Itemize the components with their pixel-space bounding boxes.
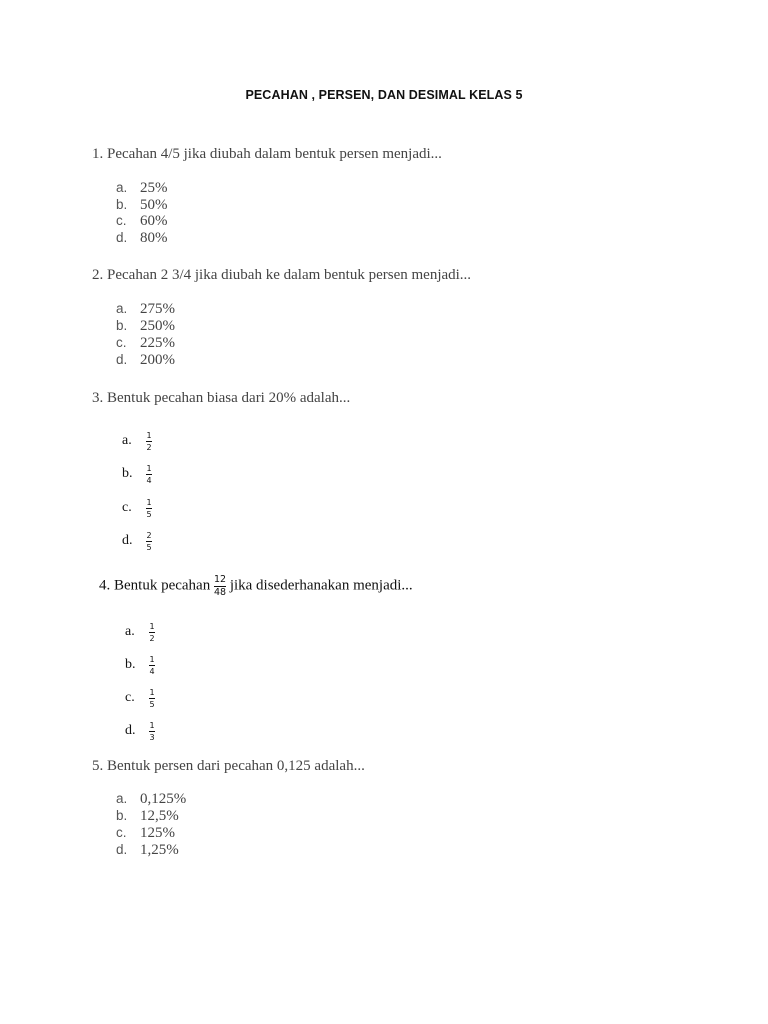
option-value: 225% [140, 335, 175, 351]
fraction-denominator: 3 [149, 732, 155, 742]
fraction-denominator: 48 [213, 586, 227, 598]
option-letter: b. [116, 808, 128, 823]
option-value: 1,25% [140, 842, 179, 858]
option-fraction [146, 498, 152, 519]
fraction-bar [149, 632, 155, 633]
fraction-numerator: 2 [146, 531, 152, 540]
fraction-bar [146, 474, 152, 475]
question-5-option-b [116, 808, 179, 825]
page-title: PECAHAN , PERSEN, DAN DESIMAL KELAS 5 [245, 88, 523, 102]
fraction-bar [149, 665, 155, 666]
option-letter: d. [116, 842, 128, 857]
option-letter: c. [116, 213, 127, 228]
option-value: 250% [140, 318, 175, 334]
fraction-bar [146, 508, 152, 509]
question-4-text [99, 575, 413, 598]
fraction-bar [149, 698, 155, 699]
option-letter: c. [125, 690, 135, 706]
option-letter: b. [116, 197, 128, 212]
option-letter: c. [122, 500, 132, 516]
fraction-denominator: 5 [146, 542, 152, 552]
option-value: 80% [140, 230, 168, 246]
question-2-option-b [116, 318, 175, 335]
option-fraction [146, 431, 152, 452]
fraction-numerator: 1 [146, 431, 152, 440]
option-letter: b. [116, 318, 128, 333]
option-letter: c. [116, 825, 127, 840]
question-3-option-c [122, 498, 152, 519]
option-letter: c. [116, 335, 127, 350]
question-5-option-c [116, 825, 175, 842]
option-letter: a. [116, 180, 128, 195]
option-value: 25% [140, 180, 168, 196]
question-1-option-d [116, 230, 168, 247]
fraction-denominator: 5 [149, 699, 155, 709]
question-4-fraction [214, 575, 226, 598]
fraction-bar [146, 441, 152, 442]
question-2-text: 2. Pecahan 2 3/4 jika diubah ke dalam bentuk persen menjadi... [92, 267, 472, 283]
fraction-denominator: 4 [149, 666, 155, 676]
fraction-numerator: 1 [146, 498, 152, 507]
fraction-numerator: 1 [149, 688, 155, 697]
fraction-numerator: 1 [149, 655, 155, 664]
question-1-option-a [116, 180, 168, 197]
option-value: 200% [140, 352, 175, 368]
option-fraction [146, 464, 152, 485]
option-letter: d. [116, 352, 128, 367]
option-letter: a. [122, 433, 132, 449]
option-fraction [146, 531, 152, 552]
option-fraction [149, 721, 155, 742]
option-letter: a. [116, 301, 128, 316]
option-value: 60% [140, 213, 168, 229]
option-letter: b. [125, 657, 136, 673]
question-4-option-c [125, 688, 155, 709]
question-3-option-a [122, 431, 152, 452]
question-3-text: 3. Bentuk pecahan biasa dari 20% adalah... [92, 390, 351, 406]
question-5-option-a [116, 791, 186, 808]
question-3-option-b [122, 464, 152, 485]
fraction-denominator: 5 [146, 509, 152, 519]
fraction-numerator: 1 [149, 622, 155, 631]
fraction-denominator: 4 [146, 475, 152, 485]
option-fraction [149, 622, 155, 643]
question-1-option-c [116, 213, 168, 230]
option-letter: a. [116, 791, 128, 806]
option-fraction [149, 688, 155, 709]
question-1-text: 1. Pecahan 4/5 jika diubah dalam bentuk persen menjadi... [92, 146, 442, 162]
question-5-text: 5. Bentuk persen dari pecahan 0,125 adalah... [92, 758, 365, 774]
question-2-option-c [116, 335, 175, 352]
option-letter: b. [122, 466, 133, 482]
fraction-numerator: 12 [213, 574, 227, 585]
option-fraction [149, 655, 155, 676]
question-5-option-d [116, 842, 179, 859]
fraction-numerator: 1 [149, 721, 155, 730]
question-4-option-a [125, 622, 155, 643]
option-letter: d. [122, 533, 133, 549]
question-4-option-b [125, 655, 155, 676]
question-4-option-d [125, 721, 155, 742]
option-value: 275% [140, 301, 175, 317]
option-value: 12,5% [140, 808, 179, 824]
fraction-bar [146, 541, 152, 542]
fraction-denominator: 2 [149, 633, 155, 643]
option-letter: a. [125, 624, 135, 640]
option-value: 50% [140, 197, 168, 213]
question-2-option-a [116, 301, 175, 318]
fraction-denominator: 2 [146, 442, 152, 452]
fraction-numerator: 1 [146, 464, 152, 473]
fraction-bar [149, 731, 155, 732]
option-value: 125% [140, 825, 175, 841]
option-letter: d. [125, 723, 136, 739]
question-4-prefix: 4. Bentuk pecahan [99, 577, 211, 594]
question-3-option-d [122, 531, 152, 552]
option-letter: d. [116, 230, 128, 245]
question-4-suffix: jika disederhanakan menjadi... [229, 577, 413, 594]
question-2-option-d [116, 352, 175, 369]
option-value: 0,125% [140, 791, 187, 807]
question-1-option-b [116, 197, 168, 214]
